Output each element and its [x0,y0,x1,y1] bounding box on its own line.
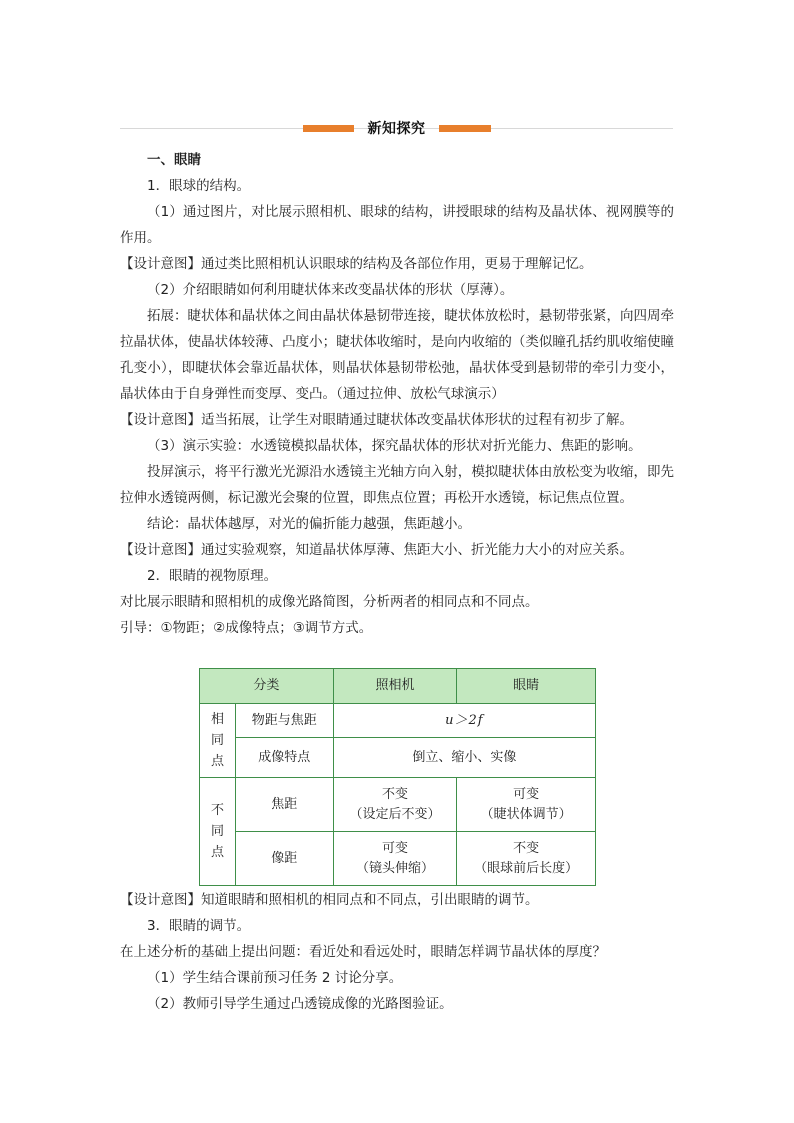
imgdist-camera-note: （镜头伸缩） [355,860,434,876]
different-points-label: 不 同 点 [200,778,236,886]
row-label-image: 成像特点 [235,738,333,778]
table-row [200,738,596,778]
focal-eye-value: 可变 [513,786,540,802]
focal-eye-cell [457,778,596,832]
focal-camera-note: （设定后不变） [349,806,441,822]
paragraph: （1）通过图片，对比展示照相机、眼球的结构，讲授眼球的结构及晶状体、视网膜等的作用。 [120,204,674,246]
paragraph: 2．眼睛的视物原理。 [147,568,278,584]
paragraph: （2）教师引导学生通过凸透镜成像的光路图验证。 [147,996,453,1012]
design-intent: 【设计意图】通过实验观察，知道晶状体厚薄、焦距大小、折光能力大小的对应关系。 [120,542,633,558]
same-points-label: 相 同 点 [200,704,236,778]
paragraph: 1．眼球的结构。 [147,178,251,194]
imgdist-camera-value: 可变 [381,840,408,856]
row-label-distance: 物距与焦距 [235,704,333,738]
table-row [200,778,596,832]
design-intent: 【设计意图】通过类比照相机认识眼球的结构及各部位作用，更易于理解记忆。 [120,256,593,272]
imgdist-eye-note: （眼球前后长度） [474,860,579,876]
section-title-left-bar [303,125,354,132]
focal-eye-note: （睫状体调节） [480,806,572,822]
focal-camera-cell [333,778,457,832]
paragraph: 引导：①物距；②成像特点；③调节方式。 [120,620,373,636]
paragraph: 投屏演示，将平行激光光源沿水透镜主光轴方向入射，模拟睫状体由放松变为收缩，即先拉伸水透镜两侧，标记激光会聚的位置，即焦点位置；再松开水透镜，标记焦点位置。 [120,464,674,506]
paragraph: 在上述分析的基础上提出问题：看近处和看远处时，眼睛怎样调节晶状体的厚度？ [120,944,606,960]
paragraph: （2）介绍眼睛如何利用睫状体来改变晶状体的形状（厚薄）。 [147,282,514,298]
table-row [200,832,596,886]
section-title: 新知探究 [367,121,426,137]
header-camera: 照相机 [333,669,457,704]
imgdist-eye-cell [457,832,596,886]
main-content [120,147,674,641]
paragraph: （1）学生结合课前预习任务 2 讨论分享。 [147,970,403,986]
paragraph: 结论：晶状体越厚，对光的偏折能力越强，焦距越小。 [147,516,471,532]
heading-eye: 一、眼睛 [147,152,201,168]
table-header-row [200,669,596,704]
imgdist-eye-value: 不变 [513,840,540,856]
row-label-focal: 焦距 [235,778,333,832]
distance-value: u＞2f [333,704,595,738]
section-title-right-bar [439,125,491,132]
header-eye: 眼睛 [457,669,596,704]
paragraph: 对比展示眼睛和照相机的成像光路简图，分析两者的相同点和不同点。 [120,594,539,610]
design-intent: 【设计意图】适当拓展，让学生对眼睛通过睫状体改变晶状体形状的过程有初步了解。 [120,412,633,428]
header-category: 分类 [200,669,334,704]
focal-camera-value: 不变 [381,786,408,802]
design-intent: 【设计意图】知道眼睛和照相机的相同点和不同点，引出眼睛的调节。 [120,892,539,908]
paragraph: （3）演示实验：水透镜模拟晶状体，探究晶状体的形状对折光能力、焦距的影响。 [147,438,642,454]
content-after-table [120,887,674,1017]
imgdist-camera-cell [333,832,457,886]
image-value: 倒立、缩小、实像 [333,738,595,778]
row-label-image-distance: 像距 [235,832,333,886]
paragraph: 拓展：睫状体和晶状体之间由晶状体悬韧带连接，睫状体放松时，悬韧带张紧，向四周牵拉晶状体，使晶状体较薄、凸度小；睫状体收缩时，是向内收缩的（类似瞳孔括约肌收缩使瞳孔变小），即睫状体会靠近晶状体，则晶状体悬韧带松弛，晶状体受到悬韧带的牵引力变小，晶状体由于自身弹性而变厚、变凸。（通过拉伸、放松气球演示） [120,308,674,402]
paragraph: 3．眼睛的调节。 [147,918,251,934]
table-row [200,704,596,738]
comparison-table [199,668,596,886]
